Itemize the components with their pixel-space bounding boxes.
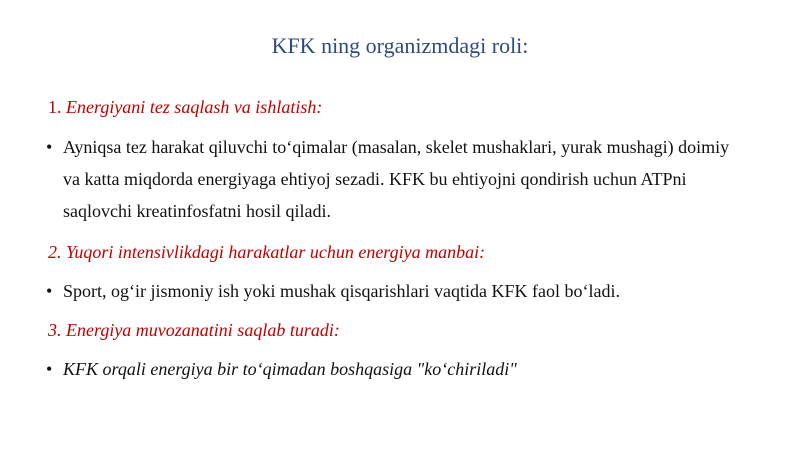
slide-title: KFK ning organizmdagi roli: [271,33,529,58]
bullet-item-3 [46,353,746,385]
section-heading-text-2: Yuqori intensivlikdagi harakatlar uchun energiya manbai: [66,242,486,262]
section-heading-1 [48,95,322,119]
section-heading-text-3: Energiya muvozanatini saqlab turadi: [66,320,340,340]
section-number-3: 3. [48,320,62,340]
bullet-text-2: Sport, og‘ir jismoniy ish yoki mushak qisqarishlari vaqtida KFK faol bo‘ladi. [63,281,620,301]
bullet-text-3: KFK orqali energiya bir to‘qimadan boshqasiga "ko‘chiriladi" [63,359,517,379]
section-heading-text-1: Energiyani tez saqlash va ishlatish: [66,97,323,117]
bullet-symbol: • [46,281,53,301]
section-heading-2 [48,240,485,264]
section-number-2: 2. [48,242,62,262]
section-heading-3 [48,318,340,342]
bullet-item-1 [46,131,746,227]
bullet-item-2 [46,275,746,307]
section-number-1: 1. [48,97,62,117]
bullet-symbol: • [46,137,53,157]
bullet-text-1: Ayniqsa tez harakat qiluvchi to‘qimalar (masalan, skelet mushaklari, yurak mushagi) doimiy va katta miqdorda energiyaga ehtiyoj sezadi. KFK bu ehtiyojni qondirish uchun ATPni saqlovchi kreatinfosfatni hosil qiladi. [63,137,730,221]
bullet-symbol: • [46,359,53,379]
